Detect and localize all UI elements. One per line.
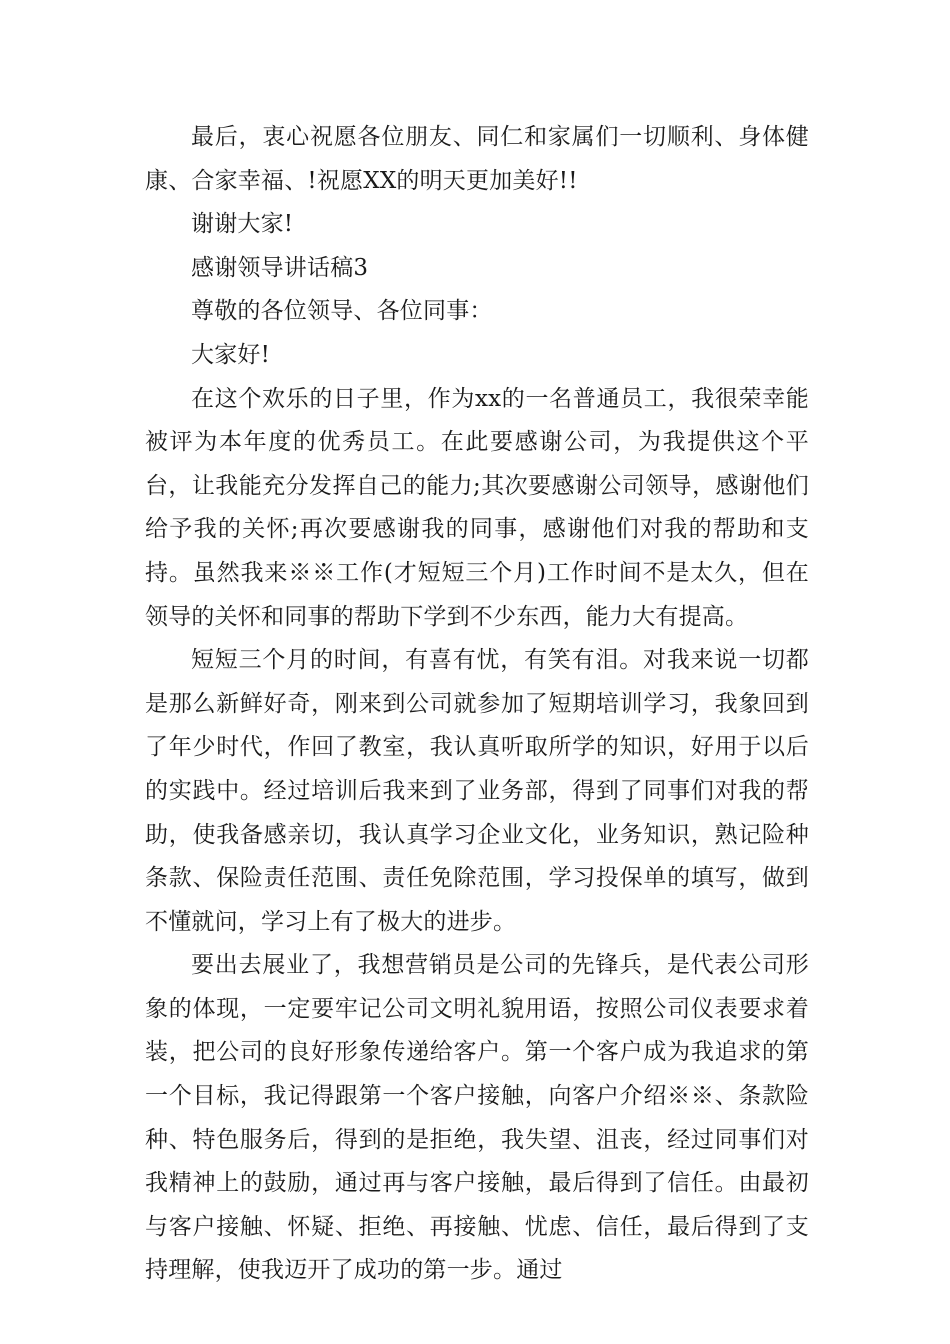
speech-title: 感谢领导讲话稿3	[191, 254, 369, 281]
body-paragraph-1: 在这个欢乐的日子里，作为xx的一名普通员工，我很荣幸能被评为本年度的优秀员工。在此要感谢公司，为我提供这个平台，让我能充分发挥自己的能力;其次要感谢公司领导，感谢他们给予我的关怀;再次要感谢我的同事，感谢他们对我的帮助和支持。虽然我来※※工作(才短短三个月)工作时间不是太久，但在领导的关怀和同事的帮助下学到不少东西，能力大有提高。	[145, 385, 809, 630]
salutation-line: 尊敬的各位领导、各位同事：	[191, 298, 493, 325]
document-page	[145, 116, 809, 1293]
closing-wishes-paragraph: 最后，衷心祝愿各位朋友、同仁和家属们一切顺利、身体健康、合家幸福、!祝愿XX的明天更加美好!!	[145, 124, 809, 194]
body-paragraph-3: 要出去展业了，我想营销员是公司的先锋兵，是代表公司形象的体现，一定要牢记公司文明礼貌用语，按照公司仪表要求着装，把公司的良好形象传递给客户。第一个客户成为我追求的第一个目标，我记得跟第一个客户接触，向客户介绍※※、条款险种、特色服务后，得到的是拒绝，我失望、沮丧，经过同事们对我精神上的鼓励，通过再与客户接触，最后得到了信任。由最初与客户接触、怀疑、拒绝、再接触、忧虑、信任，最后得到了支持理解，使我迈开了成功的第一步。通过	[145, 952, 809, 1284]
body-paragraph-2: 短短三个月的时间，有喜有忧，有笑有泪。对我来说一切都是那么新鲜好奇，刚来到公司就参加了短期培训学习，我象回到了年少时代，作回了教室，我认真听取所学的知识，好用于以后的实践中。经过培训后我来到了业务部，得到了同事们对我的帮助，使我备感亲切，我认真学习企业文化，业务知识，熟记险种条款、保险责任范围、责任免除范围，学习投保单的填写，做到不懂就问，学习上有了极大的进步。	[145, 647, 809, 935]
thanks-line: 谢谢大家!	[191, 211, 294, 238]
greeting-line: 大家好!	[191, 341, 271, 368]
